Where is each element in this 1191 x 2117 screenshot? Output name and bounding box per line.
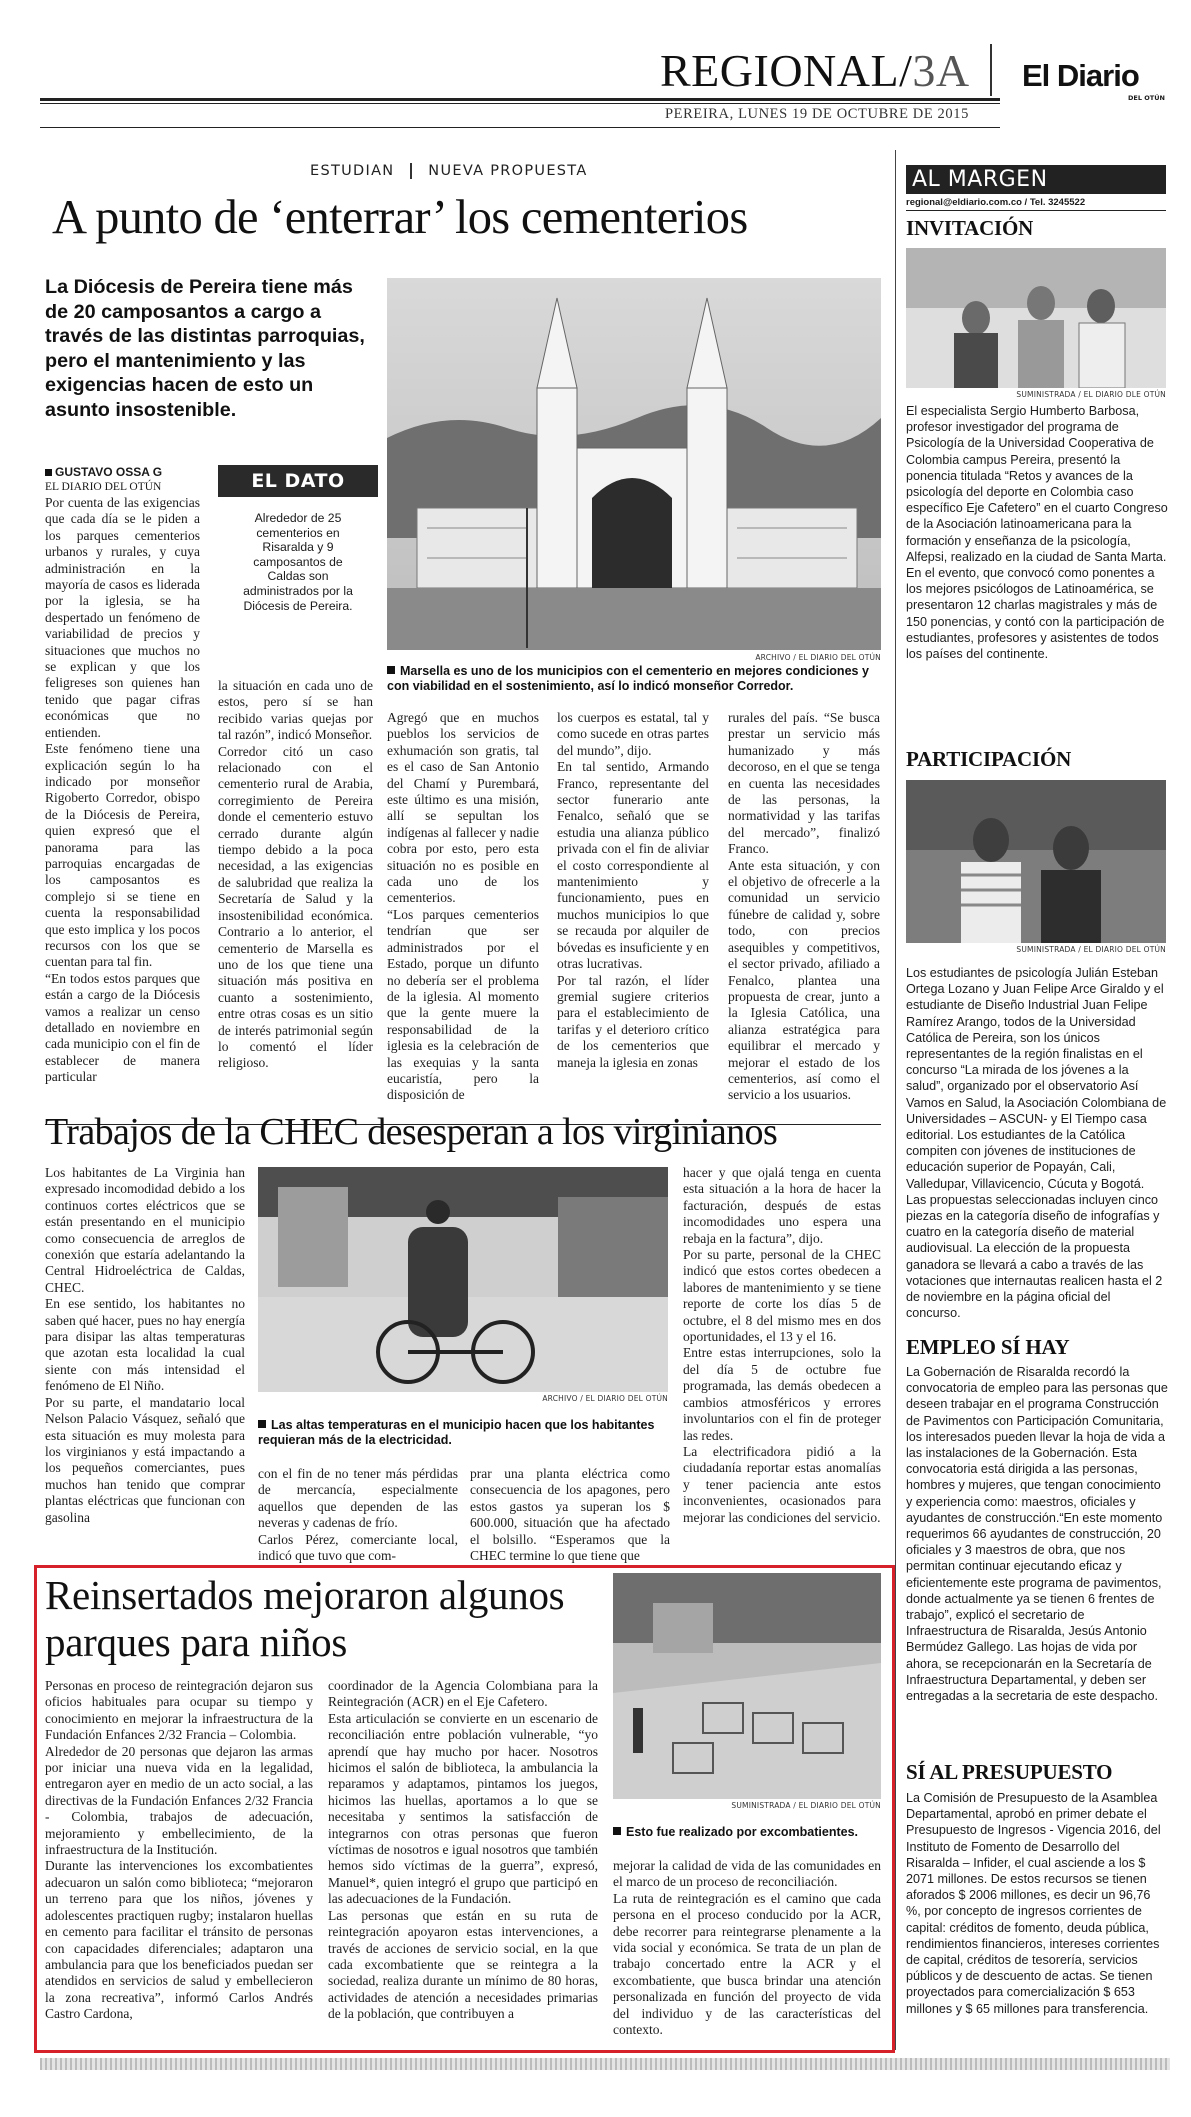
lead-photo [387, 278, 881, 650]
lead-headline: A punto de ‘enterrar’ los cementerios [52, 191, 748, 244]
lead-byline [45, 465, 205, 493]
brand-sub: DEL OTÚN [1128, 94, 1165, 102]
chec-col-4: hacer y que ojalá tenga en cuenta esta situación a la hora de hacer la facturación, después de estas incomodidades uno espera una rebaja en la factura”, dijo. Por su parte, personal de la CHEC indicó que estos cortes obedecen a labores de mantenimiento y se tiene reporte de corte los días 5 de octubre, el 8 del mismo mes en dos oportunidades, el 13 y el 16. Entre estas interrupciones, solo la del día 5 de octubre fue programada, las demás obedecen a cambios atmosféricos y errores involuntarios con el fin de proteger las redes. La electrificadora pidió a la ciudadanía reportar estas anomalías y tener paciencia ante estos inconvenientes, ocasionados para mejorar las condiciones del servicio. [683, 1165, 881, 1525]
sidebar-section-2-title: PARTICIPACIÓN [906, 747, 1072, 771]
three-men-photo [906, 248, 1166, 388]
parks-caption-text: Esto fue realizado por excombatientes. [626, 1825, 859, 1839]
parks-photo-caption [613, 1825, 881, 1840]
sidebar-section-2-text: Los estudiantes de psicología Julián Esteban Ortega Lozano y Juan Felipe Arce Giraldo y el estudiante de Diseño Industrial Juan Felipe Ramírez Arango, todos de la Universidad Católica de Pereira, son los únicos representantes de la región finalistas en el concurso “La mirada de los jóvenes a la salud”, organizado por el observatorio Así Vamos en Salud, la Asociación Colombiana de Universidades – ASCUN- y El Tiempo casa editorial. Los estudiantes de la Católica compiten con jóvenes de instituciones de educación superior de Popayán, Cali, Valledupar, Villavicencio, Cúcuta y Bogotá. Las propuestas seleccionadas incluyen cinco piezas en la categoría diseño de infografías y cuatro en la categoría diseño de material audiovisual. La elección de la propuesta ganadora se llevará a cabo a través de las votaciones que internautas realicen hasta el 2 de noviembre en la página oficial del concurso. [906, 966, 1167, 1321]
lead-col-4: los cuerpos es estatal, tal y como sucede en otras partes del mundo”, dijo. En tal sentido, Armando Franco, representante del sector funerario ante Fenalco, señaló que se estudia una alianza público privada con el fin de aliviar el costo correspondiente al mantenimiento y funcionamiento, pues en muchos municipios lo que se recauda por alquiler de bóvedas es insuficiente y en otras lucrativas. Por tal razón, el líder gremial sugiere criterios para el establecimiento de tarifas y el deterioro crítico de los cementerios que maneja la iglesia en zonas [557, 710, 709, 1070]
lead-col-2: la situación en cada uno de estos, pero sí se han recibido varias quejas por tal razón”, indicó Monseñor. Corredor citó un caso relacionado con el cementerio rural de Arabia, corregimiento de Pereira donde el cementerio estuvo cerrado durante algún tiempo debido a la poca necesidad, a las exigencias de salubridad que realiza la Secretaría de Salud y la insostenibilidad económica. Contrario a lo anterior, el cementerio de Marsella es uno de los que tiene una situación más positiva en cuanto a sostenimiento, entre otras cosas es un sitio de interés patrimonial según lo comentó el líder religioso. [218, 678, 373, 1071]
el-dato-title: EL DATO [218, 465, 378, 497]
sidebar-section-3-text: La Gobernación de Risaralda recordó la convocatoria de empleo para las personas que deseen trabajar en el programa Construcción de Pavimentos con Participación Comunitaria, los interesados pueden llevar la hoja de vida a las instalaciones de la Gobernación. Esta convocatoria está dirigida a las personas, hombres y mujeres, que tengan conocimiento y experiencia como: maestros, oficiales y ayudantes de construcción.“En este momento requerimos 66 ayudantes de construcción, 20 oficiales y 3 maestros de obra, que nos permitan continuar ejecutando eficaz y eficientemente este programa de pavimentos, donde actualmente ya se tienen 6 frentes de trabajo”, explicó el secretario de Infraestructura de Risaralda, Jesús Antonio Bermúdez Gallego. Las hojas de vida por ahora, se recepcionarán en la Secretaría de Infraestructura Departamental, y deben ser entregadas a la secretaria de este despacho. [906, 1365, 1168, 1704]
chec-photo [258, 1167, 668, 1392]
street-cyclist-photo [258, 1167, 668, 1392]
caption-bullet-square [258, 1420, 266, 1428]
sidebar-photo-2 [906, 780, 1166, 943]
lead-caption-text: Marsella es uno de los municipios con el cementerio en mejores condiciones y con viabilidad en el sostenimiento, así lo indicó monseñor Corredor. [387, 664, 869, 693]
parks-col-1: Personas en proceso de reintegración dejaron sus oficios habituales para ocupar su tiempo y conocimiento en mejorar la infraestructura de la Fundación Enfances 2/32 Francia – Colombia. Alrededor de 20 personas que dejaron las armas por iniciar una nueva vida en la legalidad, entregaron ayer en medio de un acto social, a las directivas de la Fundación Enfances 2/32 Francia - Colombia, trabajos de adecuación, mejoramiento y embellecimiento, de la infraestructura de la Institución. Durante las intervenciones los excombatientes adecuaron un salón como biblioteca; “mejoraron un terreno para que los niños, jóvenes y adolescentes practiquen rugby; instalaron huellas en cemento para facilitar el tránsito de personas con capacidades diferenciales; adaptaron una ambulancia para que los beneficiados puedan ser atendidos en servicios de salud y embellecieron la zona recreativa”, informó Carlos Andrés Castro Cardona, [45, 1678, 313, 2022]
chec-caption-text: Las altas temperaturas en el municipio hacen que los habitantes requieran más de la electricidad. [258, 1418, 655, 1447]
two-students-photo [906, 780, 1166, 943]
masthead-separator [990, 44, 992, 96]
chec-headline: Trabajos de la CHEC desesperan a los virginianos [45, 1111, 778, 1153]
parks-headline: Reinsertados mejoraron algunos parques para niños [45, 1572, 565, 1665]
lead-photo-caption [387, 664, 881, 694]
sidebar-section-1-text: El especialista Sergio Humberto Barbosa, profesor investigador del programa de Psicología de la Universidad Cooperativa de Colombia campus Pereira, presentó la ponencia titulada “Retos y avances de la psicología del deporte en Colombia caso específico Eje Cafetero” en el cuarto Congreso de la Asociación latinoamericana para la formación y enseñanza de la psicología, Alfepsi, realizado en la ciudad de Santa Marta. En el evento, que convocó como ponentes a los mejores psicólogos de Latinoamérica, se presentaron 12 charlas magistrales y más de 150 ponencias, y contó con la participación de estudiantes, profesores y asistentes de todos los países del continente. [906, 404, 1168, 662]
el-dato-box [218, 465, 378, 630]
chec-photo-credit: ARCHIVO / EL DIARIO DEL OTÚN [542, 1394, 668, 1403]
masthead [40, 40, 1170, 150]
chec-col-3: prar una planta eléctrica como consecuencia de los apagones, pero estos gastos ya superan los $ 600.000, situación que ha afectado el bolsillo. “Esperamos que la CHEC termine lo que tiene que [470, 1466, 670, 1564]
sidebar [895, 150, 1175, 2050]
chec-photo-caption [258, 1418, 668, 1448]
lead-col-5: rurales del país. “Se busca prestar un servicio más humanizado y más decoroso, en el que se tenga en cuenta las necesidades de las personas, la normatividad y las tarifas del mercado”, finalizó Franco. Ante esta situación, y con el objetivo de ofrecerle a la comunidad un servicio fúnebre de calidad y, sobre todo, con precios asequibles y competitivos, el sector privado, afiliado a Fenalco, plantea una propuesta de crear, junto a la Iglesia Católica, una alianza estratégica para equilibrar el mercado y mejorar el estado de los cementerios, así como el servicio a los usuarios. [728, 710, 880, 1103]
byline-author-name: GUSTAVO OSSA G [55, 465, 163, 479]
sidebar-section-4-text: La Comisión de Presupuesto de la Asamblea Departamental, aprobó en primer debate el Presupuesto de Ingresos - Vigencia 2016, del Instituto de Fomento de Desarrollo del Risaralda – Infider, el cual asciende a los $ 2071 millones. De estos recursos se tienen aforados $ 2006 millones, es decir un 96,76 %, por concepto de ingresos corrientes de capital: créditos de fomento, deuda pública, rendimientos financieros, intereses corrientes de capital, créditos de tesorería, servicios públicos y de descuento de actas. Se tienen proyectados para comercialización $ 653 millones y $ 65 millones para transferencia. [906, 1791, 1161, 2016]
masthead-rule-top [40, 98, 1000, 101]
brand-name: El Diario [1022, 58, 1139, 93]
page-number: 3A [912, 45, 970, 96]
sidebar-contact-rule [906, 210, 1166, 211]
parks-photo [613, 1573, 881, 1799]
kicker-right: NUEVA PROPUESTA [428, 163, 588, 179]
sidebar-section-1-title: INVITACIÓN [906, 216, 1034, 240]
el-dato-text: Alrededor de 25 cementerios en Risaralda y 9 camposantos de Caldas son administrados por la Diócesis de Pereira. [243, 511, 353, 613]
sidebar-section-3-title: EMPLEO SÍ HAY [906, 1335, 1070, 1359]
sidebar-contact: regional@eldiario.com.co / Tel. 3245522 [906, 197, 1086, 208]
parks-col-2: coordinador de la Agencia Colombiana para la Reintegración (ACR) en el Eje Cafetero. Esta articulación se convierte en un escenario de reconciliación entre población vulnerable, “yo aprendí que hay mucho por hacer. Nosotros hicimos el salón de biblioteca, la ambulancia la reparamos y adaptamos, pintamos los juegos, hicimos las huellas, aportamos a lo que se necesitaba y sentimos la satisfacción de integrarnos con otras personas que fueron víctimas de nosotros e igual nosotros que también hemos sido víctimas de la guerra”, expresó, Manuel*, quien integró el grupo que participó en las adecuaciones de la Fundación. Las personas que están en su ruta de reintegración apoyaron estas intervenciones, a través de acciones de servicio social, en la que cada excombatiente que se reintegra a la sociedad, realiza durante un mínimo de 80 horas, actividades de atención a necesidades primarias de la población, que contribuyen a [328, 1678, 598, 2022]
lead-col-3: Agregó que en muchos pueblos los servicios de exhumación son gratis, tal es el caso de San Antonio del Chamí y Purembará, este último es una misión, allí se sepultan los indígenas al fallecer y nadie cobra por esto, pero esta situación no es posible en cada uno de los cementerios. “Los parques cementerios tendrían que ser administrados por el Estado, porque un difunto no debería ser el problema de la iglesia. Al momento que la gente muere la responsabilidad de la iglesia es la celebración de las exequias y la santa eucaristía, pero la disposición de [387, 710, 539, 1103]
chec-col-1: Los habitantes de La Virginia han expresado incomodidad debido a los continuos cortes eléctricos que se están presentando en el municipio como consecuencia de arreglos de conexión que estaría adelantando la Central Hidroeléctrica de Caldas, CHEC. En ese sentido, los habitantes no saben qué hacer, pues no hay energía para disipar las altas temperaturas que azotan esta localidad la cual siente con más intensidad el fenómeno de El Niño. Por su parte, el mandatario local Nelson Palacio Vásquez, señaló que esta situación es muy molesta para los virginianos y está impactando a los pequeños comerciantes, pues muchos han tenido que comprar plantas eléctricas que funcionan con gasolina [45, 1165, 245, 1525]
scan-bottom-edge [40, 2058, 1170, 2070]
parks-col-3: mejorar la calidad de vida de las comunidades en el marco de un proceso de reconciliación. La ruta de reintegración es el camino que cada persona en el proceso conducido por la ACR, debe recorrer para reintegrarse plenamente a la vida social y económica. Se trata de un plan de trabajo concertado entre la ACR y el excombatiente, que busca brindar una atención personalizada en función del proyecto de vida del individuo y de las características del contexto. [613, 1858, 881, 2038]
caption-bullet-square [387, 666, 395, 674]
sidebar-left-rule [895, 150, 896, 2050]
lead-col-1: Por cuenta de las exigencias que cada día se le piden a los parques cementerios urbanos y rurales, y cuya administración en la mayoría de casos es liderada por la iglesia, se ha despertado un fenómeno de variabilidad de precios y situaciones que muchos no se explican y que los feligreses son quienes han tenido que pagar cifras económicas que no entienden. Este fenómeno tiene una explicación según lo ha indicado por monseñor Rigoberto Corredor, obispo de la Diócesis de Pereira, quien expresó que el panorama para las parroquias encargadas de los camposantos es complejo si se tiene en cuenta la responsabilidad que esto implica y los pocos recursos con los que se cuentan para tal fin. “En todos estos parques que están a cargo de la Diócesis vamos a realizar un censo detallado en noviembre en cada municipio con el fin de establecer de manera particular [45, 495, 200, 1085]
brand-logo [1022, 58, 1139, 94]
masthead-rule-date [40, 127, 1000, 128]
sidebar-photo-1 [906, 248, 1166, 388]
sidebar-title: AL MARGEN [906, 165, 1166, 194]
cemetery-gate-photo [387, 278, 881, 650]
lead-deck: La Diócesis de Pereira tiene más de 20 camposantos a cargo a través de las distintas parroquias, pero el mantenimiento y las exigencias hacen de esto un asunto insostenible. [45, 276, 365, 421]
section-name: REGIONAL [660, 45, 900, 96]
byline-author [45, 465, 205, 479]
caption-bullet-square [613, 1827, 621, 1835]
sidebar-section-4-title: SÍ AL PRESUPUESTO [906, 1760, 1113, 1784]
dateline: PEREIRA, LUNES 19 DE OCTUBRE DE 2015 [665, 106, 969, 122]
sidebar-photo-1-credit: SUMINISTRADA / EL DIARIO DLE OTÚN [1016, 390, 1166, 399]
sidebar-photo-2-credit: SUMINISTRADA / EL DIARIO DEL OTÚN [1016, 945, 1166, 954]
kicker-left: ESTUDIAN [310, 163, 395, 179]
byline-outlet: EL DIARIO DEL OTÚN [45, 481, 162, 493]
byline-bullet-square [45, 469, 52, 476]
masthead-rule-bottom [40, 103, 1000, 104]
lead-photo-credit: ARCHIVO / EL DIARIO DEL OTÚN [755, 653, 881, 662]
section-title: REGIONAL/3A [660, 45, 970, 96]
chec-col-2: con el fin de no tener más pérdidas de mercancía, especialmente aquellos que dependen de las neveras y cadenas de frío. Carlos Pérez, comerciante local, indicó que tuvo que com- [258, 1466, 458, 1564]
parks-photo-credit: SUMINISTRADA / EL DIARIO DEL OTÚN [731, 1801, 881, 1810]
park-construction-photo [613, 1573, 881, 1799]
lead-kicker [310, 163, 588, 179]
